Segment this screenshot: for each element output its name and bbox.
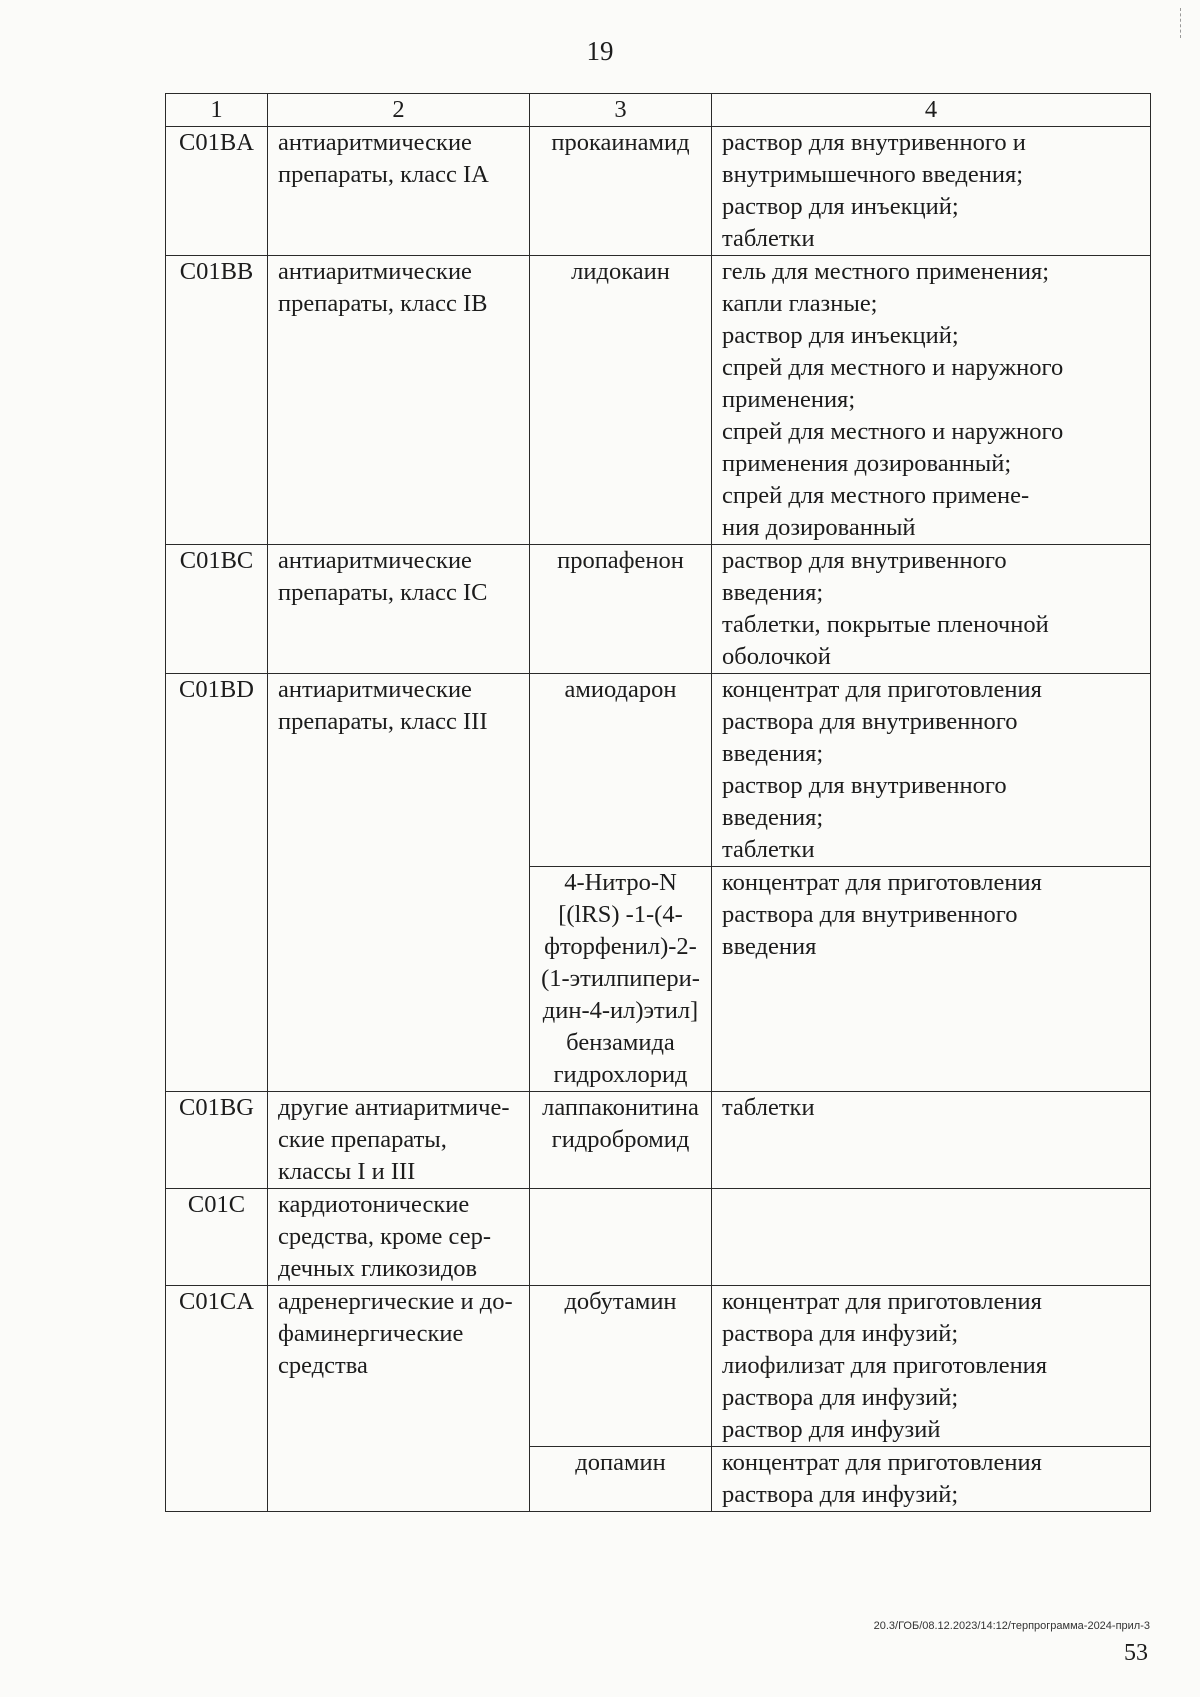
dosage-form-line: спрей для местного и наружного <box>722 418 1064 445</box>
table-row <box>166 1286 1151 1447</box>
dosage-form-line: раствор для внутривенного <box>722 547 1007 574</box>
dosage-forms-cell <box>712 1092 1151 1189</box>
dosage-form-line: раствора для внутривенного <box>722 708 1018 735</box>
header-cell-4: 4 <box>712 94 1151 127</box>
dosage-forms-cell <box>712 256 1151 545</box>
table-row <box>166 674 1151 867</box>
group-cell <box>268 127 530 256</box>
group-cell <box>268 256 530 545</box>
drug-name-line: гидробромид <box>551 1126 690 1153</box>
footer-document-code: 20.3/ГОБ/08.12.2023/14:12/терпрограмма-2024-прил-3 <box>873 1620 1150 1632</box>
drug-name-line: бензамида <box>566 1029 675 1056</box>
header-cell-2: 2 <box>268 94 530 127</box>
drug-name-cell <box>530 867 712 1092</box>
dosage-form-line: таблетки <box>722 225 815 252</box>
scan-edge-mark <box>1180 8 1182 38</box>
dosage-form-line: раствора для инфузий; <box>722 1384 959 1411</box>
table-row <box>166 545 1151 674</box>
group-line: средства <box>278 1352 368 1379</box>
drug-name-cell <box>530 127 712 256</box>
dosage-form-line: раствора для инфузий; <box>722 1481 959 1508</box>
dosage-forms-cell <box>712 1447 1151 1512</box>
dosage-forms-cell <box>712 674 1151 867</box>
dosage-form-line: применения дозированный; <box>722 450 1012 477</box>
dosage-form-line: спрей для местного примене- <box>722 482 1030 509</box>
atc-code-cell: C01BB <box>166 256 268 545</box>
group-cell <box>268 1189 530 1286</box>
dosage-form-line: раствора для внутривенного <box>722 901 1018 928</box>
group-line: препараты, класс III <box>278 708 488 735</box>
dosage-form-line: раствор для инъекций; <box>722 322 959 349</box>
dosage-form-line: введения; <box>722 579 824 606</box>
drug-name-line: гидрохлорид <box>553 1061 688 1088</box>
dosage-form-line: раствор для внутривенного и <box>722 129 1026 156</box>
page-number: 19 <box>586 36 614 66</box>
table-header-row <box>166 94 1151 127</box>
drug-name-cell <box>530 1286 712 1447</box>
group-line: препараты, класс IB <box>278 290 488 317</box>
dosage-form-line: оболочкой <box>722 643 831 670</box>
group-line: антиаритмические <box>278 129 472 156</box>
drug-name-line: 4-Нитро-N <box>564 869 677 896</box>
group-cell <box>268 1092 530 1189</box>
dosage-form-line: ния дозированный <box>722 514 916 541</box>
dosage-form-line: раствор для инъекций; <box>722 193 959 220</box>
group-line: адренергические и до- <box>278 1288 513 1315</box>
drug-name-line: прокаинамид <box>551 129 690 156</box>
dosage-forms-cell <box>712 1189 1151 1286</box>
footer-page-number: 53 <box>1124 1640 1148 1666</box>
atc-code-cell: C01CA <box>166 1286 268 1512</box>
group-cell <box>268 545 530 674</box>
dosage-form-line: лиофилизат для приготовления <box>722 1352 1048 1379</box>
atc-code-cell: C01C <box>166 1189 268 1286</box>
group-line: препараты, класс IC <box>278 579 488 606</box>
group-line: антиаритмические <box>278 676 472 703</box>
drug-name-cell <box>530 256 712 545</box>
dosage-forms-cell <box>712 127 1151 256</box>
drug-name-cell <box>530 674 712 867</box>
drug-name-cell <box>530 545 712 674</box>
atc-code-cell: C01BG <box>166 1092 268 1189</box>
dosage-forms-cell <box>712 1286 1151 1447</box>
drug-name-line: амиодарон <box>564 676 677 703</box>
drug-name-line: лидокаин <box>571 258 670 285</box>
header-cell-3: 3 <box>530 94 712 127</box>
dosage-form-line: раствор для внутривенного <box>722 772 1007 799</box>
dosage-form-line: капли глазные; <box>722 290 878 317</box>
header-cell-1: 1 <box>166 94 268 127</box>
group-line: классы I и III <box>278 1158 416 1185</box>
atc-code-cell: C01BC <box>166 545 268 674</box>
group-line: другие антиаритмиче- <box>278 1094 510 1121</box>
group-cell <box>268 1286 530 1512</box>
dosage-form-line: введения; <box>722 804 824 831</box>
table-body <box>166 94 1151 1512</box>
dosage-form-line: внутримышечного введения; <box>722 161 1024 188</box>
dosage-form-line: раствора для инфузий; <box>722 1320 959 1347</box>
table-row <box>166 1092 1151 1189</box>
dosage-form-line: введения; <box>722 740 824 767</box>
dosage-form-line: гель для местного применения; <box>722 258 1050 285</box>
group-line: антиаритмические <box>278 258 472 285</box>
dosage-form-line: введения <box>722 933 817 960</box>
dosage-form-line: таблетки <box>722 1094 815 1121</box>
dosage-form-line: таблетки, покрытые пленочной <box>722 611 1049 638</box>
dosage-form-line: применения; <box>722 386 856 413</box>
table-row <box>166 127 1151 256</box>
group-line: антиаритмические <box>278 547 472 574</box>
drug-name-line: добутамин <box>564 1288 677 1315</box>
dosage-forms-cell <box>712 545 1151 674</box>
dosage-form-line: раствор для инфузий <box>722 1416 941 1443</box>
drug-name-line: пропафенон <box>557 547 684 574</box>
drug-name-line: (1-этилпипери- <box>541 965 700 992</box>
table-row <box>166 256 1151 545</box>
group-line: ские препараты, <box>278 1126 447 1153</box>
drug-name-line: лаппаконитина <box>542 1094 699 1121</box>
group-line: дечных гликозидов <box>278 1255 478 1282</box>
drug-name-line: фторфенил)-2- <box>544 933 697 960</box>
drug-name-cell <box>530 1092 712 1189</box>
group-line: препараты, класс IA <box>278 161 489 188</box>
atc-code-cell: C01BD <box>166 674 268 1092</box>
dosage-form-line: концентрат для приготовления <box>722 1288 1042 1315</box>
drug-name-line: [(lRS) -1-(4- <box>558 901 683 928</box>
atc-code-cell: C01BA <box>166 127 268 256</box>
dosage-form-line: концентрат для приготовления <box>722 676 1042 703</box>
dosage-form-line: концентрат для приготовления <box>722 1449 1042 1476</box>
drug-name-line: допамин <box>575 1449 666 1476</box>
drug-name-cell <box>530 1447 712 1512</box>
drug-name-cell <box>530 1189 712 1286</box>
drug-table <box>165 93 1151 1512</box>
group-line: средства, кроме сер- <box>278 1223 491 1250</box>
dosage-form-line: спрей для местного и наружного <box>722 354 1064 381</box>
group-line: кардиотонические <box>278 1191 470 1218</box>
group-cell <box>268 674 530 1092</box>
drug-name-line: дин-4-ил)этил] <box>542 997 699 1024</box>
table-row <box>166 1189 1151 1286</box>
dosage-forms-cell <box>712 867 1151 1092</box>
dosage-form-line: концентрат для приготовления <box>722 869 1042 896</box>
dosage-form-line: таблетки <box>722 836 815 863</box>
group-line: фаминергические <box>278 1320 464 1347</box>
